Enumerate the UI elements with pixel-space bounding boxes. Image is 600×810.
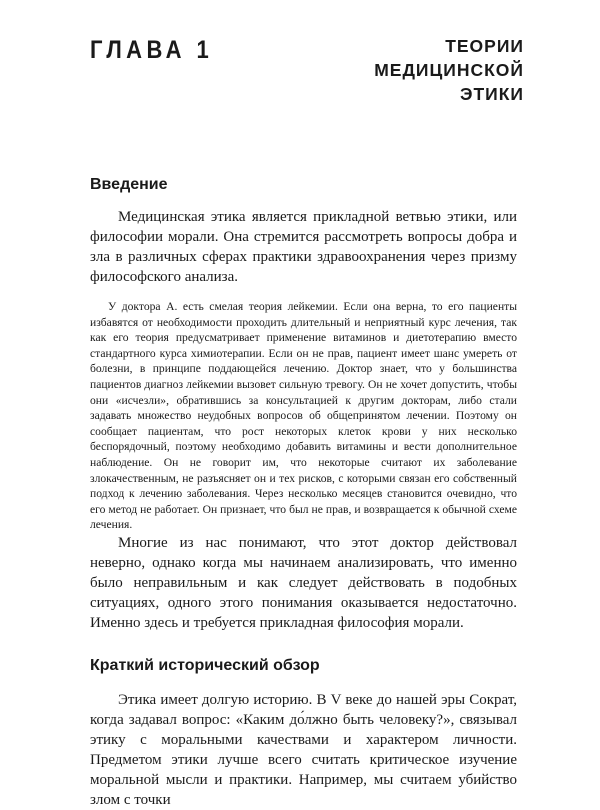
section-heading-intro: Введение [90, 176, 168, 193]
intro-conclusion-paragraph: Многие из нас понимают, что этот доктор действовал неверно, однако когда мы начинаем анализировать, что именно было неправильным и как следует действовать в подобных ситуациях, одного этого понимания оказывается недостаточно. Именно здесь и требуется прикладная философия морали. [90, 534, 517, 631]
chapter-title-line: МЕДИЦИНСКОЙ [374, 60, 524, 80]
intro-paragraph: Медицинская этика является прикладной ветвью этики, или философии морали. Она стремится рассмотреть вопросы добра и зла в различных сферах практики здравоохранения через призму философского анализа. [90, 209, 517, 285]
case-study-text: У доктора А. есть смелая теория лейкемии. Если она верна, то его пациенты избавятся от необходимости проходить длительный и неприятный курс лечения, так как его теория предусматривает применение витаминов и диетотерапию вместо стандартного курса химиотерапии. Если он не прав, пациент имеет шанс умереть от болезни, в принципе поддающейся лечению. Доктор знает, что у большинства пациентов диагноз лейкемии вызовет сильную тревогу. Он не хочет допустить, чтобы они «исчезли», обратившись за консультацией к другим докторам, либо стали задавать множество неудобных вопросов об общепринятом лечении. Поэтому он сообщает пациентам, что рост некоторых клеток крови у них несколько беспорядочный, поэтому необходимо добавить витамины и вести дополнительное наблюдение. Он не говорит им, что некоторые считают их заболевание злокачественным, не разъясняет он и тех рисков, с которыми связан его собственный подход к лечению заболевания. Через несколько месяцев становится очевидно, что его метод не работает. Он признает, что был не прав, и возвращается к обычной схеме лечения. [90, 300, 517, 532]
history-paragraph: Этика имеет долгую историю. В V веке до нашей эры Сократ, когда задавал вопрос: «Каким до́лжно быть человеку?», связывал этику с моральными качествами и характером личности. Предметом этики лучше всего считать критическое изучение моральной мысли и практики. Например, мы считаем убийство злом с точки [90, 691, 517, 808]
chapter-title-line: ЭТИКИ [460, 84, 524, 104]
page-content [90, 174, 517, 810]
section-heading-history: Краткий исторический обзор [90, 656, 320, 674]
chapter-title [274, 34, 524, 106]
chapter-title-line: ТЕОРИИ [445, 36, 524, 56]
chapter-label: ГЛАВА 1 [90, 36, 214, 64]
